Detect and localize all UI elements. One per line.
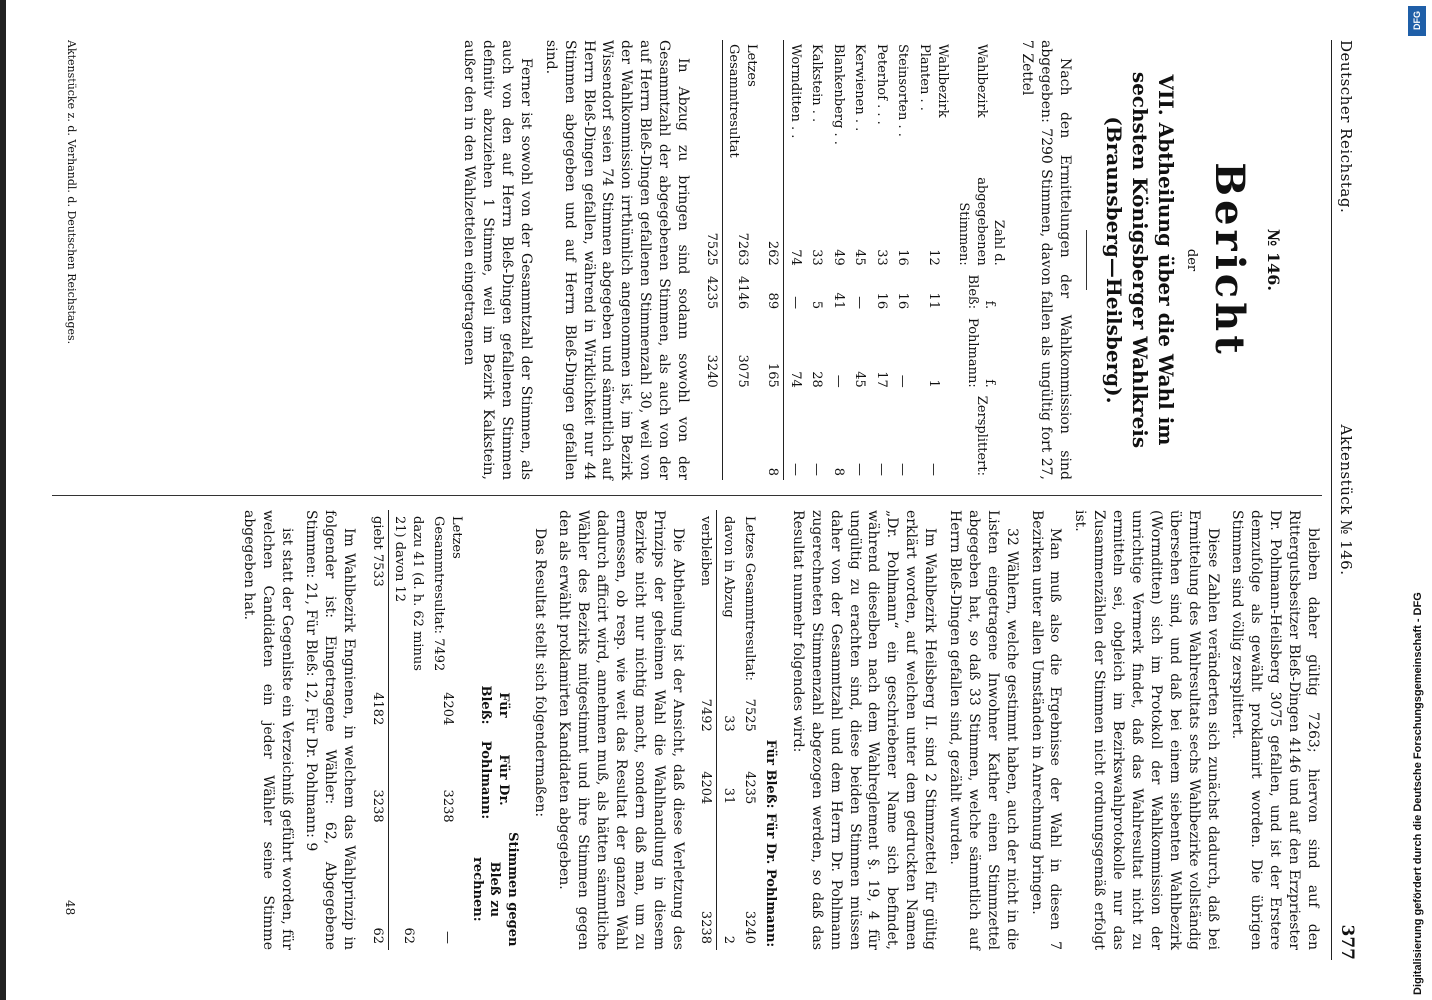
table-cell: 16 — [873, 292, 889, 310]
paragraph: Man muß also die Ergebnisse der Wahl in diesen 7 Bezirken unter allen Umständen in Anrechnung bringen. — [1028, 510, 1064, 950]
paragraph: Ferner ist sowohl von der Gesammtzahl der Stimmen, als auch von den auf Herrn Bleß-Dingen gefallenen Stimmen definitiv abzuziehen 1 Stimme, weil im Bezirk Kalkstein, außer den in den Wahlzettelen eingetragenen — [461, 40, 534, 480]
table-cell: Blankenberg . . — [830, 44, 846, 145]
table-cell: — — [925, 463, 941, 476]
table-cell: Wormditten . . — [787, 44, 803, 139]
document-page — [58, 40, 1358, 960]
table-cell: 4204 — [440, 692, 456, 726]
table-cell: 74 — [787, 371, 803, 388]
table-cell: davon in Abzug — [720, 516, 736, 618]
table-cell: 8 — [830, 467, 846, 476]
table-cell: 1 — [925, 379, 941, 388]
table-cell — [388, 731, 428, 828]
table-cell: 3238 — [366, 731, 388, 828]
paragraph: ist statt der Gegenliste ein Verzeichniß geführt worden, für welchen Candidaten ein jeder Wähler seine Stimme abgegeben hat. — [240, 510, 295, 950]
table-cell: 3240 — [700, 313, 722, 392]
table-cell: 7492 — [695, 692, 717, 738]
table-cell: dazu 41 (d. h. 62 minus 21) davon 12 — [392, 516, 425, 671]
paragraph: Im Wahlbezirk Heilsberg II. sind 2 Stimmzettel für gültig erklärt worden, auf welchen unter dem gedruckten Namen „Dr. Pohlmann“ ein geschriebener Name sich befindet, während dieselben nach dem Wahlreglement §. 19, 4 für ungültig zu erachten sind, diese beiden Stimmen müssen daher von der Gesammtzahl und dem Herrn Dr. Pohlmann zugerechneten Stimmenzahl abgezogen werden, so daß das Resultat nunmehr folgendes wird: — [789, 510, 939, 950]
table-cell: 33 — [720, 715, 736, 732]
table-cell: 4235 — [742, 771, 758, 805]
table-header-row — [467, 510, 522, 950]
table-cell: 3240 — [742, 910, 758, 944]
table-header-cell: Stimmen gegen Bleß zu rechnen: — [469, 832, 520, 947]
table-cell: giebt 7533 — [366, 510, 388, 679]
table-cell — [722, 392, 762, 480]
table-row — [428, 510, 467, 950]
table-row — [827, 40, 849, 480]
paragraph: Nach den Ermittelungen der Wahlkommission sind abgegeben: 7290 Stimmen, davon fallen als ungültig fort 27, 7 Zettel — [1019, 40, 1073, 480]
table-cell: 3075 — [734, 354, 750, 388]
table-cell: Letzes Gesammtresultat: 7492 — [431, 516, 464, 672]
paragraph: Diese Zahlen veränderten sich zunächst dadurch, daß bei Ermittelung des Wahlresultats sechs Wahlbezirke vollständig übersehen sind, und daß bei einem siebenten Wahlbezirk (Wormditten) sich im Protokoll der Wahlkommission der unrichtige Vermerk findet, daß das Wahlresultat nicht zu ermitteln sei, obgleich im Bezirkswahlprotokolle nur das Zusammenzählen der Stimmen nicht ordnungsgemäß erfolgt ist. — [1072, 510, 1221, 950]
scan-edge — [0, 0, 6, 1000]
paragraph: 32 Wählern, welche gestimmt haben, auch der nicht in die Listen eingetragene Inwohner Kather einen Stimmzettel abgegeben hat, so daß 33 Stimmen, welche sämmtlich auf Herrn Bleß-Dingen gefallen sind, gezählt wurden. — [946, 510, 1020, 950]
table-row — [892, 40, 914, 480]
table-cell: Letzes Gesammtresultat: — [742, 516, 758, 681]
paragraph: Im Wahlbezirk Engnienen, in welchem das Wahlprinzip in folgender ist: Eingetragene Wähler: 62, Abgegebene Stimmen: 21, Für Bleß: 12, Für Dr. Pohlmann: 9 — [303, 510, 358, 950]
table-cell: 4182 — [366, 679, 388, 732]
paragraph: Die Abtheilung ist der Ansicht, daß diese Verletzung des Prinzips der geheimen Wahl die Wahlhandlung in diesem Bezirke nicht nur nichtig macht, sondern daß man, um zu ermessen, ob resp. wie weit das Resultat der ganzen Wahl dadurch afficirt wird, annehmen muß, als hätten sämmtliche Wähler des Bezirks mitgestimmt und ihre Stimmen gegen den als erwählt proklamirten Kandidaten abgegeben. — [556, 510, 686, 950]
table-cell: — — [895, 374, 911, 388]
document-title: Bericht — [1206, 162, 1254, 358]
table-row — [366, 510, 388, 950]
table-cell: Peterhof . . . — [873, 44, 889, 125]
table-cell — [700, 40, 722, 165]
running-header — [1331, 40, 1358, 960]
table-cell — [700, 392, 722, 480]
table-cell: 16 — [895, 249, 911, 266]
table-cell: Letzes Gesammtresultat — [726, 44, 759, 158]
table-cell: Kerwienen . . — [852, 44, 868, 132]
table-row — [695, 510, 717, 950]
title-connector: der — [1184, 248, 1200, 272]
result-table — [695, 510, 780, 950]
table-header-cell: Zersplittert: — [973, 395, 989, 476]
table-cell: 49 — [830, 249, 846, 266]
table-cell: 7525 — [700, 165, 722, 270]
table-cell: — — [787, 296, 803, 310]
table-sum-row — [762, 40, 784, 480]
table-cell: — — [852, 296, 868, 310]
table-header-cell: Zahl d. abgegebenen Stimmen: — [956, 177, 1007, 266]
document-subtitle: VII. Abtheilung über die Wahl im sechsten Königsberger Wahlkreis (Braunsberg—Heilsberg). — [1101, 71, 1178, 449]
table-cell: 3238 — [440, 789, 456, 823]
table-header-cell: Wahlbezirk — [973, 44, 989, 118]
table-cell: 4235 — [700, 270, 722, 313]
right-column — [233, 510, 1322, 950]
table-cell: 28 — [809, 371, 825, 388]
table-cell: 4204 — [695, 738, 717, 811]
signature-mark: 48 — [63, 900, 77, 916]
table-cell: 3238 — [695, 810, 717, 950]
table-cell: 11 — [925, 292, 941, 310]
table-cell: 62 — [366, 829, 388, 950]
table-header-cell: f. Pohlmann: — [964, 317, 998, 388]
table-header-cell — [760, 692, 780, 738]
votes-table — [700, 40, 1009, 480]
table-cell: — — [895, 463, 911, 476]
table-row — [806, 40, 828, 480]
table-cell: verbleiben — [695, 510, 717, 692]
table-cell: 62 — [401, 927, 417, 944]
table-row — [784, 40, 806, 480]
table-header-row — [760, 510, 780, 950]
table-cell: 17 — [873, 371, 889, 388]
column-divider — [52, 495, 1322, 496]
table-cell: — — [440, 931, 456, 944]
header-left: Deutscher Reichstag. — [1337, 40, 1355, 214]
table-cell: 7525 — [742, 698, 758, 732]
header-center: Aktenstück № 146. — [1337, 424, 1355, 576]
table-cell: 33 — [873, 249, 889, 266]
table-row — [717, 510, 739, 950]
table-header-cell: Für Bleß: — [478, 685, 511, 725]
table-cell — [388, 679, 428, 732]
table-cell: Steinsorten . . — [895, 44, 911, 137]
table-cell: Kalkstein . . — [809, 44, 825, 123]
table-cell: 16 — [895, 292, 911, 310]
table-cell: 33 — [809, 249, 825, 266]
table-cell: 8 — [762, 392, 784, 480]
final-table — [366, 510, 521, 950]
table-cell: 89 — [762, 270, 784, 313]
table-cell: 41 — [830, 292, 846, 310]
table-cell: 12 — [925, 249, 941, 266]
table-cell: Wahlbezirk Planten . . — [917, 44, 950, 118]
table-cell: 262 — [762, 165, 784, 270]
table-header-cell: f. Bleß: — [964, 274, 998, 310]
table-total-row — [722, 40, 762, 480]
paragraph: Das Resultat stellt sich folgendermaßen: — [531, 528, 548, 818]
table-row — [849, 40, 871, 480]
table-cell: 45 — [852, 371, 868, 388]
table-header-row — [953, 40, 1010, 480]
table-cell: — — [852, 463, 868, 476]
table-cell: — — [787, 463, 803, 476]
table-cell: 5 — [809, 300, 825, 310]
table-row — [388, 510, 428, 950]
table-row — [870, 40, 892, 480]
table-cell: 45 — [852, 249, 868, 266]
paragraph: In Abzug zu bringen sind sodann sowohl von der Gesammtzahl der abgegebenen Stimmen, als auch von der auf Herrn Bleß-Dingen gefallenen Stimmenzahl 30, weil von der Wahlkommission irrthümlich angenommen ist, im Bezirk Wissendorf seien 74 Stimmen abgegeben und sämmtlich auf Herrn Bleß-Dingen gefallen, während in Wirklichkeit nur 44 Stimmen abgegeben und auf Herrn Bleß-Dingen gefallen sind. — [542, 40, 691, 480]
table-cell: 7263 — [734, 232, 750, 266]
table-cell: — — [830, 374, 846, 388]
page-number: 377 — [1337, 924, 1357, 960]
table-cell: — — [809, 463, 825, 476]
table-cell: 74 — [787, 249, 803, 266]
table-cell: 2 — [720, 935, 736, 944]
dfg-logo: DFG — [1408, 6, 1426, 36]
table-header-cell: Für Dr. Pohlmann: — [478, 740, 511, 820]
table-cell: 165 — [762, 313, 784, 392]
table-row — [739, 510, 761, 950]
dfg-credit: Digitalisierung gefördert durch die Deutsche Forschungsgemeinschaft - DFG — [1412, 592, 1424, 995]
title-separator — [1086, 230, 1087, 290]
table-cell — [762, 40, 784, 165]
table-cell: — — [873, 463, 889, 476]
table-header-cell — [467, 510, 522, 679]
table-cell: 4146 — [734, 276, 750, 310]
document-number: № 146. — [1264, 229, 1283, 291]
footnote: Aktenstücke z. d. Verhandl. d. Deutschen Reichstages. — [65, 40, 78, 345]
left-column — [453, 40, 1322, 480]
table-cell: 31 — [720, 787, 736, 805]
table-header-cell — [760, 510, 780, 692]
table-header-cell: Für Bleß: — [762, 739, 778, 809]
table-header-cell: Für Dr. Pohlmann: — [762, 813, 778, 948]
table-grand-row — [700, 40, 722, 480]
table-row — [913, 40, 952, 480]
paragraph: bleiben daher gültig 7263; hiervon sind auf den Rittergutsbesitzer Bleß-Dingen 4146 und auf den Erzpriester Dr. Pohlmann-Heilsberg 3075 gefallen, und ist der Erstere demzufolge als gewählt proklamirt worden. Die übrigen Stimmen sind völlig zersplittert. — [1229, 510, 1321, 950]
